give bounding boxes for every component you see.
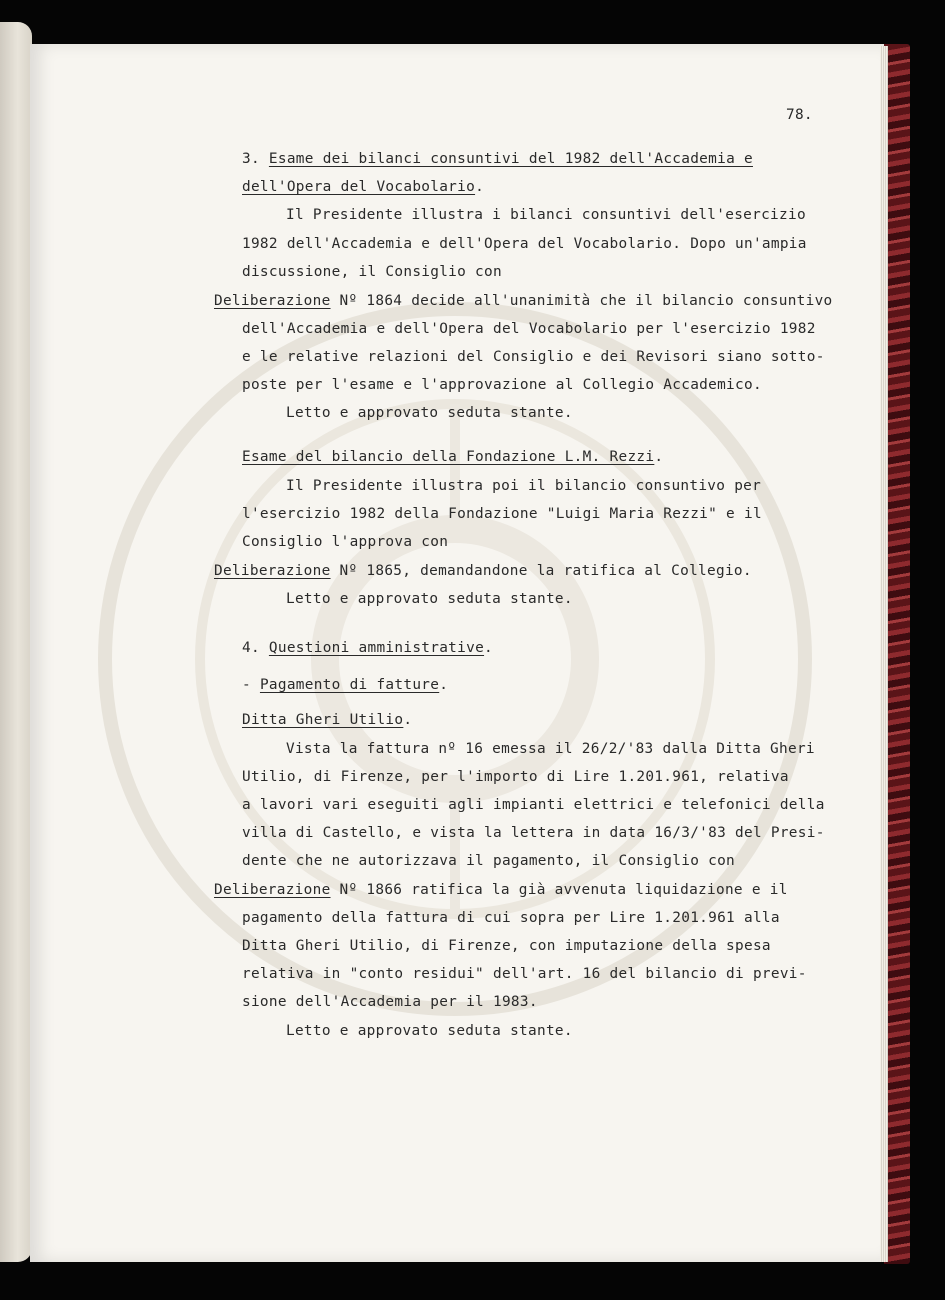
subsection-heading: - Pagamento di fatture. [242, 677, 449, 693]
approval-line: Letto e approvato seduta stante. [286, 405, 573, 421]
paragraph-line: Il Presidente illustra i bilanci consuntivi dell'esercizio [286, 207, 806, 223]
document-page [30, 44, 884, 1262]
left-page-edge [0, 22, 32, 1262]
deliberation-line: Deliberazione Nº 1866 ratifica la già avvenuta liquidazione e il [214, 882, 788, 898]
paragraph-line: discussione, il Consiglio con [242, 264, 502, 280]
paragraph-line: Il Presidente illustra poi il bilancio consuntivo per [286, 478, 762, 494]
page-number: 78. [786, 107, 813, 123]
page-stack-edge [880, 46, 888, 1262]
paragraph-line: Ditta Gheri Utilio, di Firenze, con imputazione della spesa [242, 938, 771, 954]
paragraph-line: Vista la fattura nº 16 emessa il 26/2/'83 dalla Ditta Gheri [286, 741, 815, 757]
paragraph-line: Utilio, di Firenze, per l'importo di Lire 1.201.961, relativa [242, 769, 789, 785]
paragraph-line: relativa in "conto residui" dell'art. 16 del bilancio di previ- [242, 966, 807, 982]
paragraph-line: pagamento della fattura di cui sopra per Lire 1.201.961 alla [242, 910, 780, 926]
page-text [30, 44, 884, 1262]
paragraph-line: dente che ne autorizzava il pagamento, il Consiglio con [242, 853, 736, 869]
rezzi-heading: Esame del bilancio della Fondazione L.M. Rezzi. [242, 449, 664, 465]
deliberation-line: Deliberazione Nº 1865, demandandone la ratifica al Collegio. [214, 563, 752, 579]
paragraph-line: sione dell'Accademia per il 1983. [242, 994, 538, 1010]
approval-line: Letto e approvato seduta stante. [286, 591, 573, 607]
paragraph-line: a lavori vari eseguiti agli impianti elettrici e telefonici della [242, 797, 825, 813]
paragraph-line: dell'Accademia e dell'Opera del Vocabolario per l'esercizio 1982 [242, 321, 816, 337]
section-4-heading: 4. Questioni amministrative. [242, 640, 494, 656]
paragraph-line: Consiglio l'approva con [242, 534, 449, 550]
company-heading: Ditta Gheri Utilio. [242, 712, 413, 728]
paragraph-line: poste per l'esame e l'approvazione al Collegio Accademico. [242, 377, 762, 393]
paragraph-line: e le relative relazioni del Consiglio e dei Revisori siano sotto- [242, 349, 825, 365]
deliberation-line: Deliberazione Nº 1864 decide all'unanimità che il bilancio consuntivo [214, 293, 833, 309]
paragraph-line: villa di Castello, e vista la lettera in data 16/3/'83 del Presi- [242, 825, 825, 841]
section-3-heading: 3. Esame dei bilanci consuntivi del 1982 dell'Accademia e [242, 151, 753, 167]
paragraph-line: 1982 dell'Accademia e dell'Opera del Vocabolario. Dopo un'ampia [242, 236, 807, 252]
approval-line: Letto e approvato seduta stante. [286, 1023, 573, 1039]
paragraph-line: l'esercizio 1982 della Fondazione "Luigi Maria Rezzi" e il [242, 506, 762, 522]
section-3-heading-cont: dell'Opera del Vocabolario. [242, 179, 485, 195]
